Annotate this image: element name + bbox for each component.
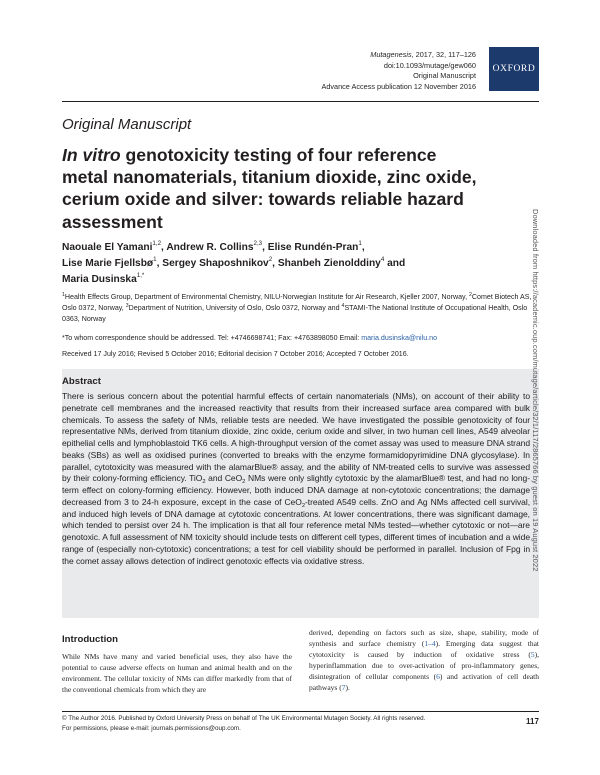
abstract-text: There is serious concern about the potential harmful effects of certain nanomaterials (NMs), on account of their ability to penetrate cell membranes and the increased reactivity that results from their increased surface area compared with bulk chemicals. To assess the safety of NMs, reliable tests are needed. We have investigated the possible genotoxicity of four representative NMs, derived from titanium dioxide, zinc oxide, cerium oxide and silver, in two human cell lines, A549 alveolar epithelial cells and lymphoblastoid TK6 cells. A high-throughput version of the comet assay was used to measure DNA strand beaks (SBs) as well as oxidised purines (converted to breaks with the enzyme formamidopyrimidine DNA glycosylase). In parallel, cytotoxicity was measured with the alamarBlue® assay, and the ability of NM-treated cells to survive was assessed by their colony-forming efficiency. TiO$_2$ and CeO$_2$ NMs were only slightly cytotoxic by the alamarBlue® test, and had no long-term effect on colony-forming efficiency. However, both induced DNA damage at non-cytotoxic concentrations; the damage decreased from 3 to 24-h exposure, except in the case of CeO$_2$-treated A549 cells. ZnO and Ag NMs affected cell survival, and induced high levels of DNA damage at cytotoxic concentrations. At lower concentrations, there was significant damage, which tended to persist over 24 h. The implication is that all four reference metal NMs tested—whether cytotoxic or not—are genotoxic. A full assessment of NM toxicity should include tests on different cell types, different times of incubation and a wide range of (especially non-cytotoxic) concentrations; a test for cell viability should be performed in parallel. Inclusion of Fpg in the comet assay allows detection of indirect genotoxic effects via oxidative stress.	[62, 391, 530, 566]
citation-link[interactable]: 1–4	[424, 639, 436, 649]
author-name[interactable]: Andrew R. Collins	[166, 242, 254, 253]
citation-link[interactable]: 5	[530, 650, 535, 660]
author-name[interactable]: Elise Rundén-Pran	[267, 242, 359, 253]
author-name[interactable]: Naouale El Yamani	[62, 242, 153, 253]
download-watermark: Downloaded from https://academic.oup.com/mutage/article/32/1/117/2865766 by guest on 19 August 2022	[531, 209, 540, 572]
author-list: Naouale El Yamani$^{1,2}$, Andrew R. Collins$^{2,3}$, Elise Rundén-Pran$^1$, Lise Marie Fjellsbø$^1$, Sergey Shaposhnikov$^2$, Shanbeh Zienolddiny$^4$ and Maria Dusinska$^{1,*}$	[62, 240, 406, 285]
section-label: Original Manuscript	[62, 116, 192, 133]
author-name[interactable]: Shanbeh Zienolddiny	[277, 257, 381, 269]
introduction-column-left: While NMs have many and varied beneficial uses, they also have the potential to cause adverse effects on human and animal health and on the environment. The cellular toxicity of NMs can differ markedly from that of the conventional chemicals from which they are	[62, 652, 292, 695]
author-name[interactable]: Sergey Shaposhnikov	[162, 257, 269, 269]
abstract-heading: Abstract	[62, 376, 101, 387]
citation-link[interactable]: 7	[341, 683, 346, 693]
author-name[interactable]: Lise Marie Fjellsbø	[62, 257, 154, 269]
author-name[interactable]: Maria Dusinska	[62, 273, 137, 285]
doi[interactable]: doi:10.1093/mutage/gew060	[383, 60, 476, 70]
introduction-heading: Introduction	[62, 634, 118, 645]
correspondence-email-link[interactable]: maria.dusinska@nilu.no	[361, 334, 438, 342]
advance-access: Advance Access publication 12 November 2016	[321, 81, 476, 91]
affiliations: $^1$Health Effects Group, Department of Environmental Chemistry, NILU-Norwegian Institute for Air Research, Kjeller 2007, Norway, $^2$Comet Biotech AS, Oslo 0372, Norway, $^3$Department of Nutrition, University of Oslo, Oslo 0372, Norway and $^4$STAMI-The National Institute of Occupational Health, Oslo 0363, Norway	[62, 292, 532, 324]
correspondence: *To whom correspondence should be addressed. Tel: +4746698741; Fax: +4763898050 Email: maria.dusinska@nilu.no	[62, 334, 438, 342]
footer-divider	[62, 711, 539, 712]
copyright-footer	[62, 714, 502, 735]
permissions-line: For permissions, please e-mail: journals.permissions@oup.com.	[62, 725, 241, 733]
citation-link[interactable]: 6	[436, 672, 440, 682]
article-dates: Received 17 July 2016; Revised 5 October 2016; Editorial decision 7 October 2016; Accepted 7 October 2016.	[62, 350, 409, 358]
introduction-column-right: derived, depending on factors such as size, shape, stability, mode of synthesis and surface chemistry (1–4). Emerging data suggest that cytotoxicity is caused by induction of oxidative stress (5), hyperinflammation due to over-activation of pro-inflammatory genes, disintegration of cellular components (6) and activation of cell death pathways (7).	[309, 628, 539, 693]
article-title: In vitro genotoxicity testing of four reference metal nanomaterials, titanium dioxide, zinc oxide, cerium oxide and silver: towards reliable hazard assessment	[62, 145, 477, 232]
oxford-logo: OXFORD	[489, 47, 539, 91]
header-divider	[62, 101, 539, 102]
article-type: Original Manuscript	[413, 71, 476, 81]
page-number: 117	[526, 717, 539, 726]
journal-header	[216, 50, 476, 92]
copyright-line: © The Author 2016. Published by Oxford University Press on behalf of The UK Environmental Mutagen Society. All rights reserved.	[62, 715, 426, 722]
journal-citation: Mutagenesis, 2017, 32, 117–126	[370, 50, 476, 59]
